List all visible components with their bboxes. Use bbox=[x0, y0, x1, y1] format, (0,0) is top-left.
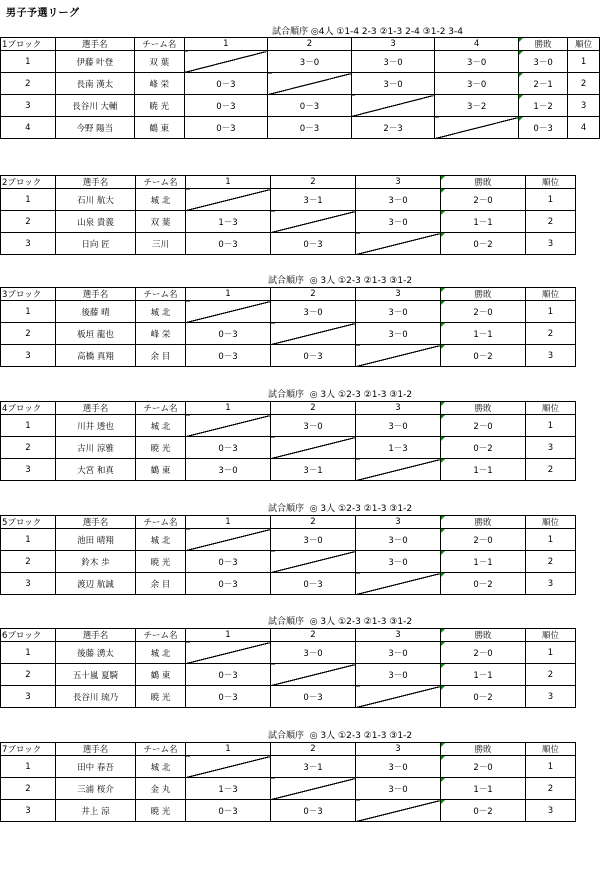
match-result: 3－0 bbox=[356, 529, 441, 551]
page-title: 男子予選リーグ bbox=[6, 8, 80, 19]
column-header: 2 bbox=[271, 516, 356, 529]
match-result: 3－0 bbox=[356, 189, 441, 211]
player-name: 長南 漢太 bbox=[55, 73, 134, 95]
column-header: 選手名 bbox=[56, 516, 136, 529]
match-result: 3－0 bbox=[351, 73, 435, 95]
match-result: 0－3 bbox=[186, 573, 271, 595]
header-row bbox=[1, 288, 576, 301]
column-header: 勝敗 bbox=[441, 743, 526, 756]
team-name: 三川 bbox=[136, 233, 186, 255]
match-result: 3－0 bbox=[351, 51, 435, 73]
player-name: 板垣 龍也 bbox=[56, 323, 136, 345]
team-name: 双 葉 bbox=[134, 51, 184, 73]
column-header: 2 bbox=[271, 743, 356, 756]
player-name: 後藤 晴 bbox=[56, 301, 136, 323]
rank: 1 bbox=[526, 301, 576, 323]
player-number: 2 bbox=[1, 323, 56, 345]
column-header: 2 bbox=[271, 402, 356, 415]
player-number: 2 bbox=[1, 664, 56, 686]
match-result: 0－3 bbox=[271, 233, 356, 255]
win-loss: 0－2 bbox=[441, 437, 526, 459]
match-result: 0－3 bbox=[186, 800, 271, 822]
team-name: 城 北 bbox=[136, 415, 186, 437]
block-label: 5ブロック bbox=[1, 516, 56, 529]
block-label: 7ブロック bbox=[1, 743, 56, 756]
block-label: 6ブロック bbox=[1, 629, 56, 642]
column-header: 3 bbox=[356, 402, 441, 415]
player-name: 日向 匠 bbox=[56, 233, 136, 255]
team-name: 鶴 東 bbox=[134, 117, 184, 139]
player-number: 2 bbox=[1, 73, 56, 95]
block-table bbox=[0, 742, 576, 822]
player-row bbox=[1, 73, 600, 95]
rank: 2 bbox=[526, 211, 576, 233]
rank: 1 bbox=[526, 189, 576, 211]
header-row bbox=[1, 743, 576, 756]
column-header: チーム名 bbox=[136, 516, 186, 529]
column-header: 順位 bbox=[526, 176, 576, 189]
match-result: 0－3 bbox=[268, 95, 352, 117]
win-loss: 2－0 bbox=[441, 415, 526, 437]
column-header: 勝敗 bbox=[518, 38, 567, 51]
team-name: 余 目 bbox=[136, 345, 186, 367]
match-result: 0－3 bbox=[186, 345, 271, 367]
column-header: チーム名 bbox=[136, 629, 186, 642]
rank: 1 bbox=[526, 415, 576, 437]
rank: 3 bbox=[526, 437, 576, 459]
column-header: 選手名 bbox=[56, 629, 136, 642]
column-header: 順位 bbox=[568, 38, 600, 51]
column-header: 勝敗 bbox=[441, 629, 526, 642]
self-match-cell bbox=[356, 573, 441, 595]
block-table bbox=[0, 37, 600, 139]
column-header: 順位 bbox=[526, 743, 576, 756]
rank: 1 bbox=[526, 642, 576, 664]
match-result: 3－0 bbox=[268, 51, 352, 73]
column-header: 順位 bbox=[526, 288, 576, 301]
match-result: 0－3 bbox=[184, 95, 268, 117]
player-name: 川井 透也 bbox=[56, 415, 136, 437]
self-match-cell bbox=[186, 529, 271, 551]
column-header: チーム名 bbox=[136, 743, 186, 756]
player-row bbox=[1, 529, 576, 551]
column-header: 選手名 bbox=[56, 743, 136, 756]
column-header: 2 bbox=[271, 629, 356, 642]
match-result: 3－0 bbox=[435, 73, 519, 95]
player-number: 1 bbox=[1, 756, 56, 778]
win-loss: 1－1 bbox=[441, 459, 526, 481]
player-name: 山泉 貴義 bbox=[56, 211, 136, 233]
self-match-cell bbox=[356, 459, 441, 481]
match-result: 3－0 bbox=[356, 301, 441, 323]
player-name: 大宮 和真 bbox=[56, 459, 136, 481]
player-row bbox=[1, 51, 600, 73]
rank: 2 bbox=[526, 551, 576, 573]
team-name: 峰 栄 bbox=[134, 73, 184, 95]
player-name: 古川 涼雅 bbox=[56, 437, 136, 459]
player-row bbox=[1, 800, 576, 822]
match-result: 0－3 bbox=[271, 800, 356, 822]
match-result: 0－3 bbox=[186, 323, 271, 345]
rank: 3 bbox=[526, 800, 576, 822]
win-loss: 2－0 bbox=[441, 756, 526, 778]
block-label: 1ブロック bbox=[1, 38, 56, 51]
player-name: 今野 陽当 bbox=[55, 117, 134, 139]
win-loss: 1－1 bbox=[441, 323, 526, 345]
rank: 2 bbox=[526, 459, 576, 481]
player-number: 1 bbox=[1, 642, 56, 664]
match-result: 3－0 bbox=[271, 415, 356, 437]
column-header: 1 bbox=[186, 176, 271, 189]
player-number: 3 bbox=[1, 686, 56, 708]
player-name: 長谷川 大輔 bbox=[55, 95, 134, 117]
match-result: 0－3 bbox=[271, 345, 356, 367]
match-result: 3－0 bbox=[271, 301, 356, 323]
column-header: 1 bbox=[186, 516, 271, 529]
self-match-cell bbox=[356, 233, 441, 255]
column-header: 3 bbox=[356, 176, 441, 189]
header-row bbox=[1, 402, 576, 415]
match-result: 0－3 bbox=[271, 573, 356, 595]
match-result: 3－0 bbox=[356, 756, 441, 778]
block-table bbox=[0, 287, 576, 367]
player-row bbox=[1, 664, 576, 686]
player-number: 2 bbox=[1, 211, 56, 233]
match-result: 3－2 bbox=[435, 95, 519, 117]
player-number: 2 bbox=[1, 778, 56, 800]
team-name: 峰 栄 bbox=[136, 323, 186, 345]
player-number: 3 bbox=[1, 573, 56, 595]
column-header: 勝敗 bbox=[441, 516, 526, 529]
match-result: 3－0 bbox=[186, 459, 271, 481]
column-header: 勝敗 bbox=[441, 288, 526, 301]
team-name: 余 目 bbox=[136, 573, 186, 595]
player-name: 鈴木 歩 bbox=[56, 551, 136, 573]
player-name: 伊藤 叶登 bbox=[55, 51, 134, 73]
column-header: 勝敗 bbox=[441, 402, 526, 415]
win-loss: 1－1 bbox=[441, 778, 526, 800]
column-header: 順位 bbox=[526, 516, 576, 529]
team-name: 鶴 東 bbox=[136, 664, 186, 686]
win-loss: 0－2 bbox=[441, 345, 526, 367]
match-order: 試合順序 ◎ 3人 ①2-3 ②1-3 ③1-2 bbox=[268, 504, 413, 514]
self-match-cell bbox=[271, 551, 356, 573]
column-header: 2 bbox=[271, 288, 356, 301]
team-name: 双 葉 bbox=[136, 211, 186, 233]
win-loss: 2－0 bbox=[441, 529, 526, 551]
self-match-cell bbox=[186, 189, 271, 211]
column-header: 選手名 bbox=[56, 288, 136, 301]
match-result: 0－3 bbox=[271, 686, 356, 708]
match-result: 3－0 bbox=[356, 664, 441, 686]
match-result: 3－0 bbox=[356, 415, 441, 437]
self-match-cell bbox=[271, 778, 356, 800]
column-header: チーム名 bbox=[136, 402, 186, 415]
column-header: 2 bbox=[268, 38, 352, 51]
self-match-cell bbox=[356, 345, 441, 367]
player-number: 2 bbox=[1, 437, 56, 459]
self-match-cell bbox=[186, 415, 271, 437]
self-match-cell bbox=[184, 51, 268, 73]
column-header: 1 bbox=[186, 629, 271, 642]
match-order: 試合順序 ◎ 3人 ①2-3 ②1-3 ③1-2 bbox=[268, 617, 413, 627]
match-result: 1－3 bbox=[356, 437, 441, 459]
column-header: 3 bbox=[356, 629, 441, 642]
match-result: 1－3 bbox=[186, 778, 271, 800]
rank: 1 bbox=[526, 529, 576, 551]
win-loss: 1－1 bbox=[441, 211, 526, 233]
player-name: 長谷川 琉乃 bbox=[56, 686, 136, 708]
player-row bbox=[1, 437, 576, 459]
player-row bbox=[1, 189, 576, 211]
header-row bbox=[1, 38, 600, 51]
player-number: 1 bbox=[1, 529, 56, 551]
self-match-cell bbox=[351, 95, 435, 117]
match-result: 0－3 bbox=[186, 233, 271, 255]
team-name: 暁 光 bbox=[136, 800, 186, 822]
header-row bbox=[1, 176, 576, 189]
column-header: 1 bbox=[186, 743, 271, 756]
win-loss: 2－0 bbox=[441, 642, 526, 664]
win-loss: 1－1 bbox=[441, 551, 526, 573]
player-name: 渡辺 航誠 bbox=[56, 573, 136, 595]
match-result: 0－3 bbox=[184, 117, 268, 139]
block-table bbox=[0, 515, 576, 595]
rank: 1 bbox=[568, 51, 600, 73]
player-name: 井上 涼 bbox=[56, 800, 136, 822]
match-result: 3－0 bbox=[271, 529, 356, 551]
column-header: 1 bbox=[184, 38, 268, 51]
team-name: 鶴 東 bbox=[136, 459, 186, 481]
rank: 1 bbox=[526, 756, 576, 778]
self-match-cell bbox=[271, 211, 356, 233]
player-name: 田中 春吾 bbox=[56, 756, 136, 778]
player-name: 後藤 湧太 bbox=[56, 642, 136, 664]
player-name: 池田 晴翔 bbox=[56, 529, 136, 551]
player-number: 2 bbox=[1, 551, 56, 573]
self-match-cell bbox=[268, 73, 352, 95]
rank: 4 bbox=[568, 117, 600, 139]
player-number: 1 bbox=[1, 51, 56, 73]
player-number: 1 bbox=[1, 415, 56, 437]
column-header: 1 bbox=[186, 288, 271, 301]
player-name: 石川 航大 bbox=[56, 189, 136, 211]
column-header: 3 bbox=[356, 743, 441, 756]
player-row bbox=[1, 117, 600, 139]
player-row bbox=[1, 95, 600, 117]
match-result: 0－3 bbox=[184, 73, 268, 95]
column-header: チーム名 bbox=[134, 38, 184, 51]
team-name: 暁 光 bbox=[134, 95, 184, 117]
column-header: 2 bbox=[271, 176, 356, 189]
player-row bbox=[1, 551, 576, 573]
player-name: 高橋 真翔 bbox=[56, 345, 136, 367]
player-row bbox=[1, 301, 576, 323]
column-header: 4 bbox=[435, 38, 519, 51]
column-header: 1 bbox=[186, 402, 271, 415]
match-result: 3－1 bbox=[271, 189, 356, 211]
rank: 3 bbox=[526, 233, 576, 255]
column-header: 選手名 bbox=[55, 38, 134, 51]
block-table bbox=[0, 628, 576, 708]
self-match-cell bbox=[186, 642, 271, 664]
rank: 3 bbox=[526, 573, 576, 595]
block-label: 2ブロック bbox=[1, 176, 56, 189]
match-result: 0－3 bbox=[186, 437, 271, 459]
match-order: 試合順序 ◎4人 ①1-4 2-3 ②1-3 2-4 ③1-2 3-4 bbox=[272, 27, 464, 37]
player-number: 1 bbox=[1, 189, 56, 211]
self-match-cell bbox=[271, 323, 356, 345]
match-result: 3－0 bbox=[356, 551, 441, 573]
player-number: 3 bbox=[1, 345, 56, 367]
rank: 3 bbox=[526, 686, 576, 708]
match-result: 2－3 bbox=[351, 117, 435, 139]
win-loss: 0－2 bbox=[441, 686, 526, 708]
player-row bbox=[1, 573, 576, 595]
win-loss: 1－1 bbox=[441, 664, 526, 686]
self-match-cell bbox=[186, 756, 271, 778]
win-loss: 0－2 bbox=[441, 233, 526, 255]
match-result: 3－0 bbox=[435, 51, 519, 73]
player-row bbox=[1, 211, 576, 233]
column-header: チーム名 bbox=[136, 176, 186, 189]
self-match-cell bbox=[435, 117, 519, 139]
match-result: 3－1 bbox=[271, 459, 356, 481]
match-result: 3－0 bbox=[356, 323, 441, 345]
header-row bbox=[1, 516, 576, 529]
player-name: 三浦 桜介 bbox=[56, 778, 136, 800]
match-order: 試合順序 ◎ 3人 ①2-3 ②1-3 ③1-2 bbox=[268, 390, 413, 400]
self-match-cell bbox=[271, 664, 356, 686]
player-number: 1 bbox=[1, 301, 56, 323]
match-result: 3－0 bbox=[356, 211, 441, 233]
block-label: 3ブロック bbox=[1, 288, 56, 301]
player-number: 3 bbox=[1, 459, 56, 481]
column-header: 選手名 bbox=[56, 176, 136, 189]
player-row bbox=[1, 323, 576, 345]
column-header: 選手名 bbox=[56, 402, 136, 415]
block-label: 4ブロック bbox=[1, 402, 56, 415]
player-row bbox=[1, 415, 576, 437]
rank: 2 bbox=[526, 778, 576, 800]
win-loss: 2－0 bbox=[441, 189, 526, 211]
rank: 2 bbox=[526, 323, 576, 345]
column-header: 順位 bbox=[526, 402, 576, 415]
win-loss: 0－3 bbox=[518, 117, 567, 139]
column-header: 3 bbox=[356, 516, 441, 529]
match-result: 3－0 bbox=[356, 778, 441, 800]
player-row bbox=[1, 233, 576, 255]
column-header: 3 bbox=[356, 288, 441, 301]
block-table bbox=[0, 175, 576, 255]
header-row bbox=[1, 629, 576, 642]
team-name: 金 丸 bbox=[136, 778, 186, 800]
self-match-cell bbox=[356, 800, 441, 822]
team-name: 暁 光 bbox=[136, 437, 186, 459]
match-result: 3－1 bbox=[271, 756, 356, 778]
self-match-cell bbox=[356, 686, 441, 708]
win-loss: 2－1 bbox=[518, 73, 567, 95]
match-result: 0－3 bbox=[186, 664, 271, 686]
match-order: 試合順序 ◎ 3人 ①2-3 ②1-3 ③1-2 bbox=[268, 731, 413, 741]
rank: 2 bbox=[526, 664, 576, 686]
match-result: 3－0 bbox=[356, 642, 441, 664]
column-header: 勝敗 bbox=[441, 176, 526, 189]
column-header: 3 bbox=[351, 38, 435, 51]
team-name: 城 北 bbox=[136, 642, 186, 664]
player-number: 4 bbox=[1, 117, 56, 139]
win-loss: 2－0 bbox=[441, 301, 526, 323]
player-number: 3 bbox=[1, 800, 56, 822]
rank: 2 bbox=[568, 73, 600, 95]
rank: 3 bbox=[526, 345, 576, 367]
rank: 3 bbox=[568, 95, 600, 117]
player-row bbox=[1, 686, 576, 708]
match-result: 0－3 bbox=[186, 686, 271, 708]
win-loss: 0－2 bbox=[441, 573, 526, 595]
team-name: 城 北 bbox=[136, 529, 186, 551]
team-name: 城 北 bbox=[136, 756, 186, 778]
column-header: チーム名 bbox=[136, 288, 186, 301]
team-name: 城 北 bbox=[136, 189, 186, 211]
team-name: 暁 光 bbox=[136, 686, 186, 708]
player-row bbox=[1, 459, 576, 481]
match-result: 0－3 bbox=[268, 117, 352, 139]
match-order: 試合順序 ◎ 3人 ①2-3 ②1-3 ③1-2 bbox=[268, 276, 413, 286]
match-result: 1－3 bbox=[186, 211, 271, 233]
win-loss: 0－2 bbox=[441, 800, 526, 822]
player-number: 3 bbox=[1, 95, 56, 117]
team-name: 城 北 bbox=[136, 301, 186, 323]
block-table bbox=[0, 401, 576, 481]
player-row bbox=[1, 642, 576, 664]
win-loss: 1－2 bbox=[518, 95, 567, 117]
match-result: 0－3 bbox=[186, 551, 271, 573]
column-header: 順位 bbox=[526, 629, 576, 642]
match-result: 3－0 bbox=[271, 642, 356, 664]
player-row bbox=[1, 756, 576, 778]
player-number: 3 bbox=[1, 233, 56, 255]
player-name: 五十嵐 夏騎 bbox=[56, 664, 136, 686]
team-name: 暁 光 bbox=[136, 551, 186, 573]
player-row bbox=[1, 345, 576, 367]
win-loss: 3－0 bbox=[518, 51, 567, 73]
self-match-cell bbox=[186, 301, 271, 323]
player-row bbox=[1, 778, 576, 800]
self-match-cell bbox=[271, 437, 356, 459]
